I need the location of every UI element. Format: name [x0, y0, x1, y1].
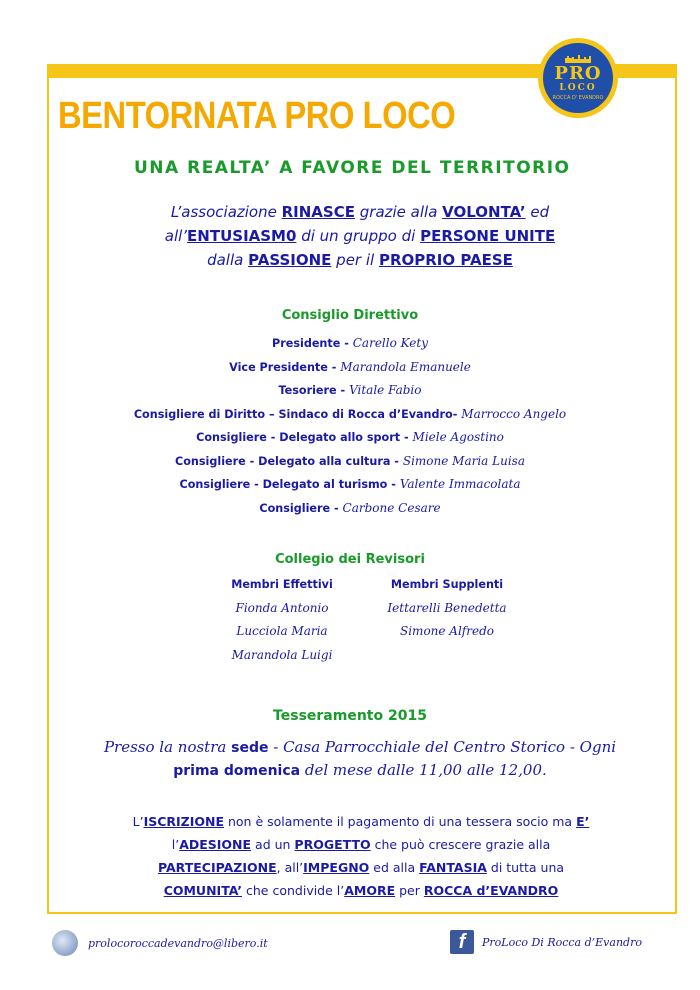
council-role: Presidente - [272, 337, 353, 350]
intro-highlight: PROPRIO PAESE [378, 251, 513, 269]
council-member: Marandola Emanuele [340, 359, 471, 374]
intro-text: ed [525, 203, 550, 221]
intro-text: di un gruppo di [296, 227, 421, 245]
council-row [50, 332, 650, 356]
council-member: Marrocco Angelo [461, 406, 567, 421]
council-member: Miele Agostino [412, 430, 504, 444]
tess-text: Presso la nostra [103, 738, 232, 756]
council-row [50, 379, 650, 403]
iscr-text: che condivide l’ [242, 883, 345, 898]
castle-icon [563, 55, 593, 63]
iscr-highlight: IMPEGNO [303, 860, 370, 875]
council-row [50, 426, 650, 450]
intro-text: grazie alla [354, 203, 443, 221]
footer-facebook[interactable] [450, 930, 642, 954]
iscr-text: ed alla [369, 860, 420, 875]
council-role: Consigliere - Delegato allo sport - [196, 431, 413, 444]
council-member: Carello Kety [352, 336, 428, 350]
council-row [50, 403, 650, 427]
iscr-text: non è solamente il pagamento di una tessera socio ma [224, 814, 577, 829]
facebook-icon[interactable]: f [450, 930, 474, 954]
tess-highlight: sede [231, 740, 269, 756]
iscr-text: per [395, 883, 424, 898]
iscr-highlight: ISCRIZIONE [143, 814, 225, 829]
council-list [50, 332, 650, 520]
iscr-text: che può crescere grazie alla [370, 837, 551, 852]
iscr-highlight: COMUNITA’ [163, 883, 243, 898]
tesseramento-title: Tesseramento 2015 [273, 708, 427, 724]
intro-text: dalla [207, 251, 249, 269]
council-member: Carbone Cesare [342, 500, 441, 515]
council-member: Simone Maria Luisa [402, 453, 525, 468]
intro-paragraph [60, 200, 660, 272]
iscr-highlight: FANTASIA [419, 860, 487, 875]
revisori-title: Collegio dei Revisori [275, 552, 425, 567]
effettivo-member: Fionda Antonio [235, 600, 329, 615]
council-member: Valente Immacolata [399, 477, 521, 491]
council-role: Consigliere - Delegato alla cultura - [175, 454, 403, 468]
logo-loco-text: LOCO [559, 83, 597, 93]
council-role: Consigliere di Diritto – Sindaco di Rocca d’Evandro- [133, 407, 462, 421]
council-role: Vice Presidente - [229, 360, 341, 374]
council-row [50, 497, 650, 521]
tess-highlight: prima domenica [173, 763, 301, 779]
intro-highlight: VOLONTA’ [442, 203, 526, 221]
council-role: Consigliere - Delegato al turismo - [179, 478, 400, 491]
iscr-highlight: PARTECIPAZIONE [157, 860, 277, 875]
iscr-text: di tutta una [486, 860, 565, 875]
effettivo-member: Marandola Luigi [231, 647, 333, 662]
effettivo-member: Lucciola Maria [236, 624, 328, 638]
iscr-highlight: ROCCA d’EVANDRO [423, 883, 559, 898]
intro-text: L’associazione [170, 203, 282, 221]
footer-email[interactable] [52, 930, 268, 956]
supplenti-label: Membri Supplenti [390, 578, 504, 591]
council-row [50, 356, 650, 380]
iscrizione-paragraph [62, 810, 660, 902]
iscr-text: , all’ [276, 860, 304, 875]
email-icon [52, 930, 78, 956]
iscr-highlight: E’ [576, 814, 590, 829]
supplente-member: Iettarelli Benedetta [387, 600, 507, 615]
iscr-highlight: ADESIONE [179, 837, 252, 852]
tess-text: del mese dalle 11,00 alle 12,00. [300, 761, 547, 779]
council-member: Vitale Fabio [349, 383, 422, 397]
intro-highlight: PERSONE UNITE [420, 227, 556, 245]
pro-loco-logo [538, 38, 618, 118]
revisori-supplenti [372, 574, 522, 644]
tess-text: - Casa Parrocchiale del Centro Storico - Ogni [268, 738, 617, 756]
iscr-highlight: PROGETTO [294, 837, 371, 852]
council-role: Consigliere - [259, 501, 343, 515]
page-title: BENTORNATA PRO LOCO [58, 95, 456, 137]
revisori-effettivi [212, 574, 352, 667]
iscr-text: ad un [251, 837, 295, 852]
council-row [50, 450, 650, 474]
effettivi-label: Membri Effettivi [231, 578, 333, 591]
logo-pro-text: PRO [554, 63, 602, 84]
page-subtitle: UNA REALTA’ A FAVORE DEL TERRITORIO [134, 158, 571, 178]
intro-text: per il [331, 251, 379, 269]
intro-highlight: RINASCE [281, 203, 355, 221]
tesseramento-text [60, 736, 660, 782]
council-role: Tesoriere - [278, 384, 350, 397]
intro-highlight: PASSIONE [248, 251, 332, 269]
iscr-text: L’ [132, 814, 144, 829]
intro-highlight: ENTUSIASM0 [187, 227, 297, 245]
facebook-page-name[interactable]: ProLoco Di Rocca d’Evandro [482, 935, 642, 949]
logo-subtitle: ROCCA D' EVANDRO [552, 95, 604, 101]
supplente-member: Simone Alfredo [400, 624, 494, 638]
council-row [50, 473, 650, 497]
iscr-text: l’ [171, 837, 180, 852]
iscr-highlight: AMORE [344, 883, 396, 898]
email-address[interactable]: prolocoroccadevandro@libero.it [88, 936, 268, 950]
intro-text: all’ [164, 227, 188, 245]
council-title: Consiglio Direttivo [281, 308, 419, 323]
